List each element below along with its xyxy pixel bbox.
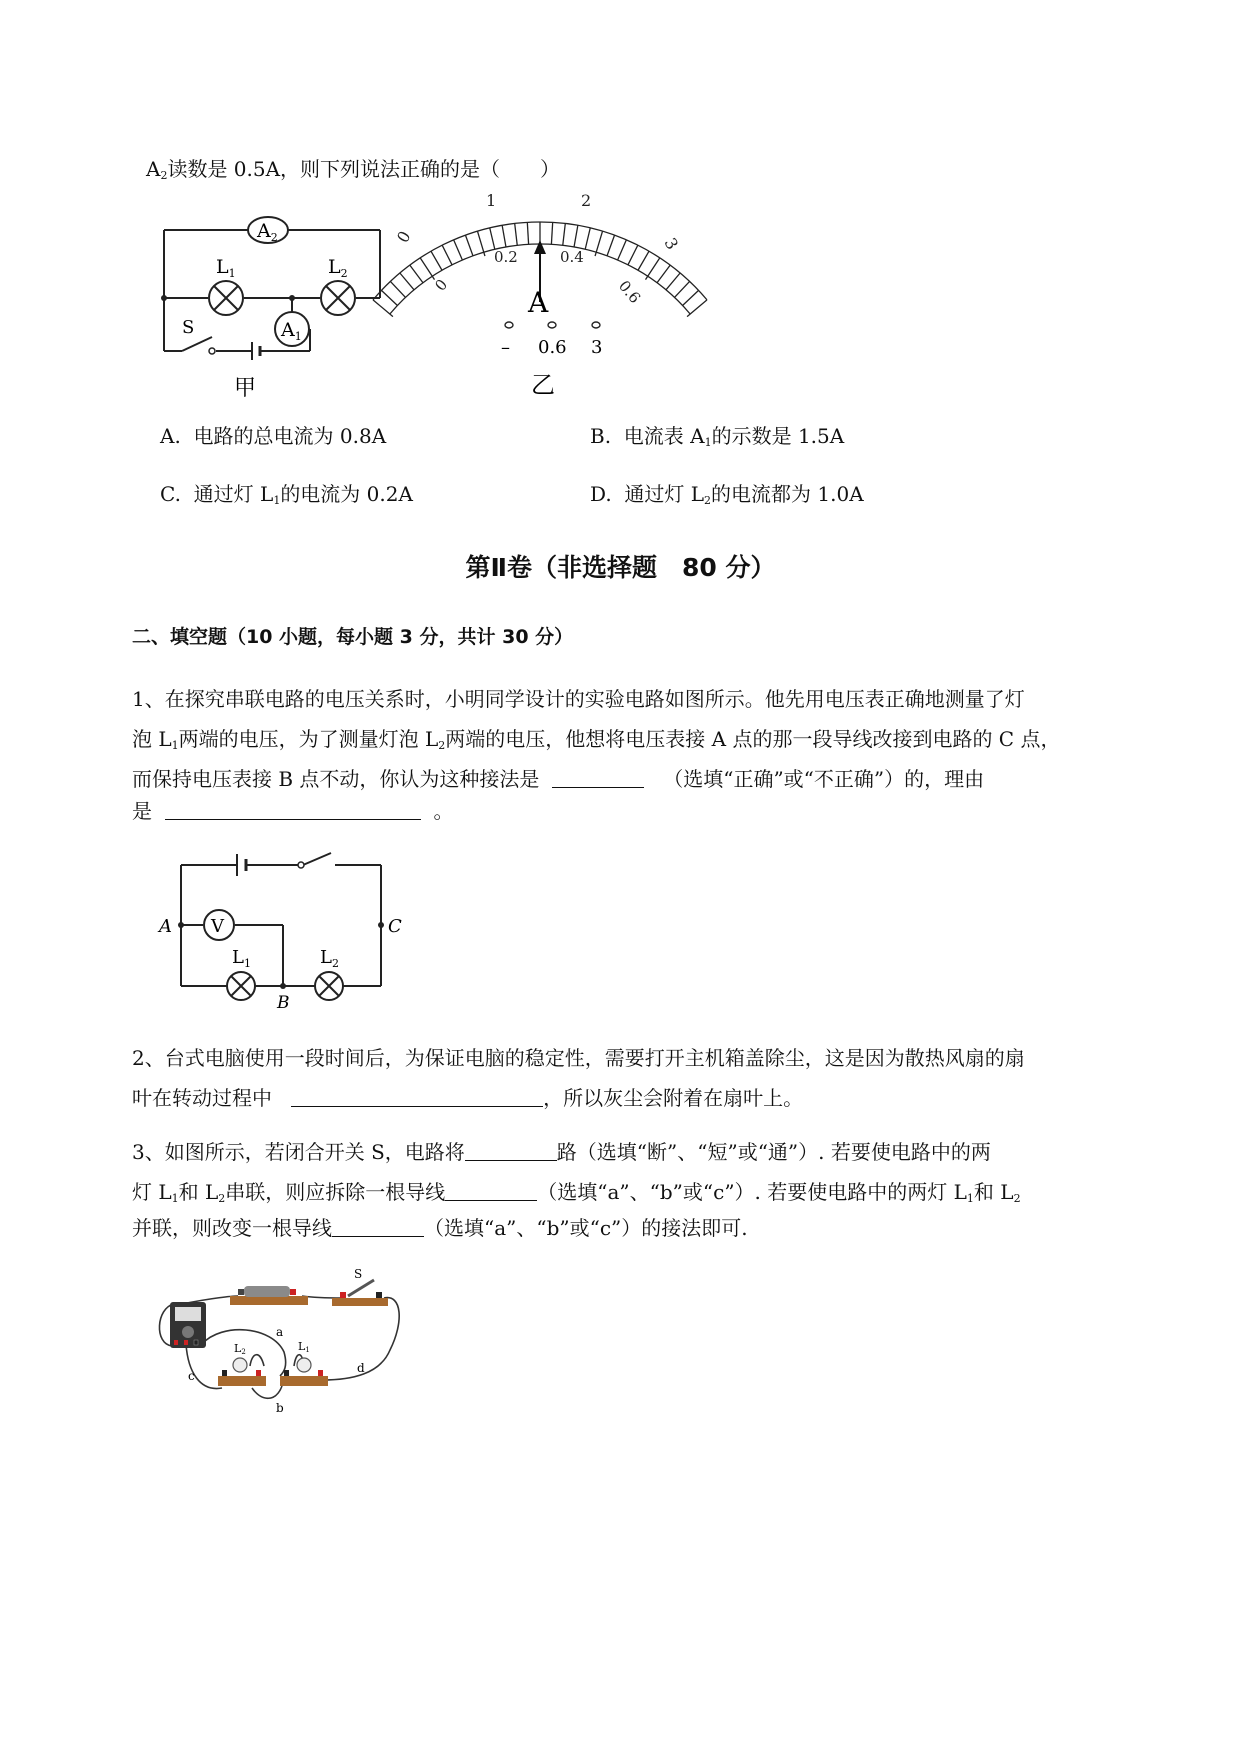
dial-tick <box>465 235 473 256</box>
lamp-l1-icon <box>280 1358 328 1386</box>
dial-tick <box>400 273 414 290</box>
q3-blank-2[interactable] <box>445 1176 537 1201</box>
circuit-diagram-jia <box>160 205 430 405</box>
lower-tick-0: 0 <box>431 275 452 295</box>
dial-tick <box>638 251 649 270</box>
wire-d-label: d <box>357 1361 365 1375</box>
dial-tick <box>410 265 423 283</box>
dial-tick <box>657 265 670 283</box>
dial-tick <box>607 235 615 256</box>
ammeter-a1-label: $A_1$ <box>281 319 302 343</box>
ammeter-dial-yi <box>393 190 700 405</box>
rheostat-icon <box>230 1286 308 1305</box>
dial-tick <box>420 258 434 280</box>
point-b-label: B <box>277 993 290 1013</box>
dial-tick <box>563 223 566 245</box>
question-stem-intro: $A_2$读数是 0.5A，则下列说法正确的是（ ） <box>146 157 561 182</box>
q2-line2: 叶在转动过程中 ，所以灰尘会附着在扇叶上。 <box>132 1077 803 1119</box>
dial-tick <box>585 228 590 249</box>
q3-line1: 3、如图所示，若闭合开关 S，电路将 路（选填“断”、“短”或“通”）. 若要使电路中的两 <box>132 1131 991 1173</box>
dial-tick <box>618 240 627 260</box>
q3-line2: 灯 $L_1$和 $L_2$串联，则应拆除一根导线 （选填“a”、“b”或“c”）. 若要使电路中的两灯 $L_1$和 $L_2$ <box>132 1171 1021 1220</box>
q1-blank-1[interactable] <box>552 763 644 788</box>
upper-tick-2: 2 <box>581 191 592 210</box>
section2-heading: 二、填空题（10 小题，每小题 3 分，共计 30 分） <box>132 626 574 648</box>
point-a-label: A <box>159 916 172 937</box>
figure-caption-yi: 乙 <box>531 371 555 399</box>
voltmeter-label: V <box>211 916 224 937</box>
wire-b-label: b <box>276 1401 284 1415</box>
lower-tick-0.4: 0.4 <box>560 248 584 266</box>
q2-line1: 2、台式电脑使用一段时间后，为保证电脑的稳定性，需要打开主机箱盖除尘，这是因为散热风扇的扇 <box>132 1046 1025 1070</box>
upper-tick-0: 0 <box>393 227 415 246</box>
q3-blank-1[interactable] <box>465 1136 557 1161</box>
upper-tick-1: 1 <box>486 191 497 210</box>
q1-blank-2[interactable] <box>165 795 421 820</box>
switch-s-label: S <box>354 1267 363 1281</box>
dial-tick <box>675 281 690 297</box>
terminal-3: 3 <box>591 337 603 358</box>
circuit-diagram-q1 <box>155 848 415 1018</box>
q2-blank[interactable] <box>291 1082 543 1107</box>
ammeter-a2-label: $A_2$ <box>257 220 278 244</box>
lamp-l2-icon <box>218 1358 266 1386</box>
part2-title: 第Ⅱ卷（非选择题 80 分） <box>465 553 776 582</box>
dial-tick <box>628 245 638 265</box>
option-b[interactable]: B. 电流表 $A_1$的示数是 1.5A <box>590 424 845 449</box>
dial-tick <box>431 251 442 270</box>
q1-line1: 1、在探究串联电路的电压关系时，小明同学设计的实验电路如图所示。他先用电压表正确地测量了灯 <box>132 687 1025 711</box>
lower-tick-0.2: 0.2 <box>494 248 518 266</box>
wire-a-label: a <box>276 1325 284 1339</box>
dial-tick <box>490 228 495 249</box>
terminal-negative: – <box>501 337 510 358</box>
wire-c-label: c <box>188 1369 195 1383</box>
dial-tick <box>687 300 707 317</box>
q3-line3: 并联，则改变一根导线 （选填“a”、“b”或“c”）的接法即可. <box>132 1207 748 1249</box>
upper-tick-3: 3 <box>660 234 683 253</box>
dial-tick <box>502 225 506 247</box>
lamp-l1-label: $L_1$ <box>232 947 251 970</box>
option-a[interactable]: A. 电路的总电流为 0.8A <box>160 424 387 448</box>
lamp-l2-label: $L_2$ <box>328 256 348 280</box>
lamp-l1-label: $L_1$ <box>216 256 236 280</box>
circuit-photo-q3 <box>152 1262 412 1427</box>
switch-icon <box>332 1280 388 1306</box>
dial-tick <box>442 245 452 265</box>
q1-line3: 而保持电压表接 B 点不动，你认为这种接法是 （选填“正确”或“不正确”）的，理由 <box>132 758 984 800</box>
lamp-l1-label: L1 <box>298 1340 310 1354</box>
lamp-l2-label: L2 <box>234 1342 246 1356</box>
dial-tick <box>646 258 660 280</box>
switch-s-label: S <box>182 317 195 338</box>
dial-tick <box>454 240 463 260</box>
dial-tick <box>574 225 578 247</box>
dial-tick <box>527 222 528 244</box>
dial-unit-label: A <box>528 286 549 319</box>
q1-line4: 是 。 <box>132 790 453 832</box>
lamp-l2-label: $L_2$ <box>320 947 339 970</box>
lower-tick-0.6: 0.6 <box>614 277 645 307</box>
dial-tick <box>666 273 680 290</box>
dial-tick <box>515 223 518 245</box>
option-c[interactable]: C. 通过灯 $L_1$的电流为 0.2A <box>160 482 413 507</box>
dial-tick <box>551 222 552 244</box>
option-d[interactable]: D. 通过灯 $L_2$的电流都为 1.0A <box>590 482 864 507</box>
q3-blank-3[interactable] <box>332 1212 424 1237</box>
point-c-label: C <box>388 916 402 937</box>
multimeter-icon <box>170 1302 206 1348</box>
terminal-0.6: 0.6 <box>538 337 567 358</box>
q1-line2: 泡 $L_1$两端的电压，为了测量灯泡 $L_2$两端的电压，他想将电压表接 A 点的那一段导线改接到电路的 C 点， <box>132 727 1061 752</box>
figure-caption-jia: 甲 <box>234 376 257 401</box>
dial-tick <box>683 290 699 305</box>
